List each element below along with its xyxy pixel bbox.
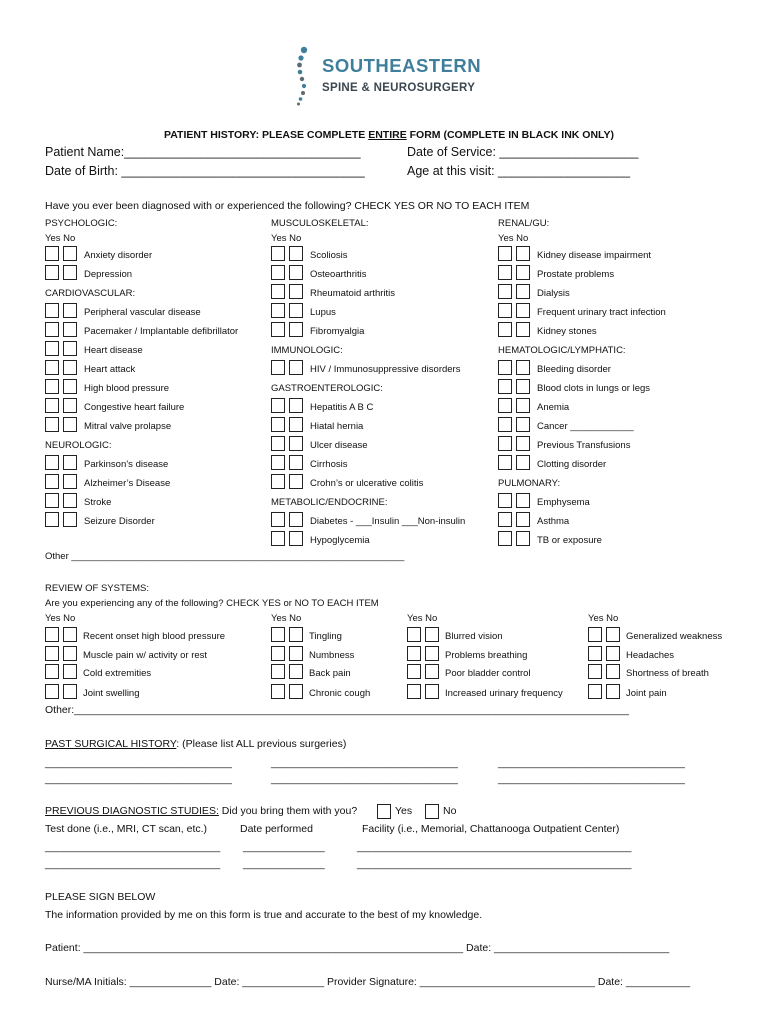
- ros-other-field[interactable]: Other:_______________________________________________________________________________________________: [45, 704, 629, 716]
- ros-symptom-label: Headaches: [626, 650, 675, 661]
- yes-checkbox[interactable]: [45, 512, 59, 527]
- yes-checkbox[interactable]: [498, 531, 512, 546]
- patient-signature-line[interactable]: Patient: _________________________________________________________________ Date: ______________________________: [45, 942, 670, 954]
- yes-checkbox[interactable]: [271, 246, 285, 261]
- condition-label: Cancer ____________: [537, 421, 634, 432]
- date-performed-header: Date performed: [240, 823, 313, 835]
- form-title-entire: ENTIRE: [368, 129, 407, 141]
- ros-symptom-label: Muscle pain w/ activity or rest: [83, 650, 208, 661]
- ros-yes-checkbox[interactable]: [271, 627, 285, 642]
- yes-no-header-0: Yes No: [45, 233, 76, 244]
- diagnostic-heading: [45, 805, 357, 817]
- no-checkbox[interactable]: [516, 436, 530, 451]
- form-title: [164, 129, 614, 141]
- ros-yes-checkbox[interactable]: [45, 646, 59, 661]
- no-checkbox[interactable]: [516, 303, 530, 318]
- ros-yes-no-header: Yes No: [588, 613, 619, 624]
- condition-label: Heart disease: [84, 345, 143, 356]
- diagnostic-entry-line[interactable]: ______________________________: [45, 858, 221, 870]
- diagnostic-question: Did you bring them with you?: [218, 805, 358, 817]
- no-checkbox[interactable]: [516, 360, 530, 375]
- yes-checkbox[interactable]: [498, 398, 512, 413]
- ros-no-checkbox[interactable]: [289, 684, 303, 699]
- section-heading-0: PSYCHOLOGIC:: [45, 218, 118, 229]
- yes-checkbox[interactable]: [45, 474, 59, 489]
- age-at-visit-field[interactable]: Age at this visit: ___________________: [407, 164, 631, 178]
- no-checkbox[interactable]: [516, 493, 530, 508]
- yes-checkbox[interactable]: [498, 265, 512, 280]
- diagnosis-question: Have you ever been diagnosed with or experienced the following? CHECK YES OR NO TO EACH ITEM: [45, 200, 530, 212]
- section-heading: PULMONARY:: [498, 478, 561, 489]
- yes-checkbox[interactable]: [498, 436, 512, 451]
- yes-checkbox[interactable]: [45, 303, 59, 318]
- no-checkbox[interactable]: [63, 417, 77, 432]
- condition-label: Bleeding disorder: [537, 364, 611, 375]
- ros-symptom-label: Joint pain: [626, 688, 667, 699]
- no-checkbox[interactable]: [516, 265, 530, 280]
- no-checkbox[interactable]: [63, 360, 77, 375]
- surgical-history-instructions: : (Please list ALL previous surgeries): [176, 738, 347, 750]
- ros-yes-checkbox[interactable]: [271, 684, 285, 699]
- ros-yes-no-header: Yes No: [407, 613, 438, 624]
- condition-label: Seizure Disorder: [84, 516, 155, 527]
- ros-symptom-label: Recent onset high blood pressure: [83, 631, 226, 642]
- no-checkbox[interactable]: [516, 417, 530, 432]
- diagnostic-entry-line[interactable]: _______________________________________________: [357, 841, 632, 853]
- ros-question: Are you experiencing any of the following? CHECK YES or NO TO EACH ITEM: [45, 598, 379, 609]
- yes-checkbox[interactable]: [271, 284, 285, 299]
- no-checkbox[interactable]: [516, 322, 530, 337]
- ros-no-checkbox[interactable]: [606, 646, 620, 661]
- ros-no-checkbox[interactable]: [63, 664, 77, 679]
- condition-label: Scoliosis: [310, 250, 348, 261]
- ros-yes-checkbox[interactable]: [588, 684, 602, 699]
- no-checkbox[interactable]: [516, 379, 530, 394]
- section-heading-1: MUSCULOSKELETAL:: [271, 218, 369, 229]
- condition-label: Depression: [84, 269, 133, 280]
- no-checkbox[interactable]: [289, 436, 303, 451]
- condition-label: Previous Transfusions: [537, 440, 631, 451]
- condition-label: Alzheimer’s Disease: [84, 478, 171, 489]
- ros-yes-no-header: Yes No: [271, 613, 302, 624]
- surgery-entry-line[interactable]: ________________________________: [45, 773, 232, 785]
- section-heading: METABOLIC/ENDOCRINE:: [271, 497, 388, 508]
- yes-checkbox[interactable]: [271, 322, 285, 337]
- ros-symptom-label: Tingling: [309, 631, 342, 642]
- yes-checkbox[interactable]: [271, 303, 285, 318]
- diagnostic-entry-line[interactable]: ______________: [243, 858, 325, 870]
- yes-checkbox[interactable]: [498, 246, 512, 261]
- ros-symptom-label: Increased urinary frequency: [445, 688, 563, 699]
- surgery-entry-line[interactable]: ________________________________: [45, 757, 232, 769]
- condition-label: Kidney stones: [537, 326, 597, 337]
- yes-checkbox[interactable]: [498, 322, 512, 337]
- form-title-post: FORM (COMPLETE IN BLACK INK ONLY): [406, 129, 614, 141]
- yes-checkbox[interactable]: [45, 246, 59, 261]
- ros-title: REVIEW OF SYSTEMS:: [45, 583, 149, 594]
- no-checkbox[interactable]: [63, 512, 77, 527]
- condition-label: Lupus: [310, 307, 336, 318]
- diagnostic-yes-checkbox[interactable]: [377, 804, 391, 819]
- surgical-history-title: PAST SURGICAL HISTORY: [45, 738, 177, 750]
- yes-checkbox[interactable]: [498, 455, 512, 470]
- yes-checkbox[interactable]: [498, 493, 512, 508]
- ros-symptom-label: Blurred vision: [445, 631, 503, 642]
- diagnostic-no-checkbox[interactable]: [425, 804, 439, 819]
- ros-symptom-label: Problems breathing: [445, 650, 528, 661]
- condition-label: TB or exposure: [537, 535, 602, 546]
- ros-yes-checkbox[interactable]: [407, 664, 421, 679]
- condition-label: Congestive heart failure: [84, 402, 185, 413]
- no-checkbox[interactable]: [289, 455, 303, 470]
- surgery-entry-line[interactable]: ________________________________: [271, 773, 458, 785]
- yes-checkbox[interactable]: [271, 455, 285, 470]
- yes-checkbox[interactable]: [271, 512, 285, 527]
- condition-label: Prostate problems: [537, 269, 615, 280]
- condition-label: Crohn’s or ulcerative colitis: [310, 478, 424, 489]
- no-checkbox[interactable]: [516, 246, 530, 261]
- no-checkbox[interactable]: [516, 398, 530, 413]
- condition-label: Pacemaker / Implantable defibrillator: [84, 326, 239, 337]
- ros-no-checkbox[interactable]: [425, 684, 439, 699]
- no-checkbox[interactable]: [289, 360, 303, 375]
- condition-label: Dialysis: [537, 288, 570, 299]
- ros-symptom-label: Generalized weakness: [626, 631, 723, 642]
- condition-label: Hepatitis A B C: [310, 402, 374, 413]
- ros-no-checkbox[interactable]: [289, 646, 303, 661]
- date-of-birth-field[interactable]: Date of Birth: ___________________________________: [45, 164, 365, 178]
- section-heading-2: RENAL/GU:: [498, 218, 550, 229]
- yes-checkbox[interactable]: [271, 417, 285, 432]
- ros-yes-checkbox[interactable]: [588, 627, 602, 642]
- no-checkbox[interactable]: [289, 512, 303, 527]
- condition-label: High blood pressure: [84, 383, 170, 394]
- ros-yes-no-header: Yes No: [45, 613, 76, 624]
- no-checkbox[interactable]: [63, 398, 77, 413]
- section-heading: CARDIOVASCULAR:: [45, 288, 136, 299]
- ros-no-checkbox[interactable]: [425, 646, 439, 661]
- no-checkbox[interactable]: [63, 379, 77, 394]
- diagnostic-no-label: No: [443, 805, 457, 817]
- condition-label: Hypoglycemia: [310, 535, 370, 546]
- ros-no-checkbox[interactable]: [425, 627, 439, 642]
- no-checkbox[interactable]: [516, 512, 530, 527]
- yes-checkbox[interactable]: [45, 360, 59, 375]
- no-checkbox[interactable]: [289, 398, 303, 413]
- ros-no-checkbox[interactable]: [63, 627, 77, 642]
- form-title-pre: PATIENT HISTORY: PLEASE COMPLETE: [164, 129, 369, 141]
- yes-checkbox[interactable]: [271, 265, 285, 280]
- condition-label: Parkinson’s disease: [84, 459, 169, 470]
- ros-yes-checkbox[interactable]: [271, 646, 285, 661]
- surgical-history-heading: [45, 738, 346, 750]
- no-checkbox[interactable]: [289, 531, 303, 546]
- yes-checkbox[interactable]: [498, 379, 512, 394]
- no-checkbox[interactable]: [289, 303, 303, 318]
- ros-yes-checkbox[interactable]: [45, 627, 59, 642]
- no-checkbox[interactable]: [63, 341, 77, 356]
- yes-checkbox[interactable]: [271, 398, 285, 413]
- no-checkbox[interactable]: [289, 322, 303, 337]
- no-checkbox[interactable]: [289, 474, 303, 489]
- condition-label: Rheumatoid arthritis: [310, 288, 396, 299]
- section-heading: GASTROENTEROLOGIC:: [271, 383, 383, 394]
- condition-label: Kidney disease impairment: [537, 250, 652, 261]
- yes-no-header-1: Yes No: [271, 233, 302, 244]
- yes-checkbox[interactable]: [498, 512, 512, 527]
- condition-label: Clotting disorder: [537, 459, 607, 470]
- test-done-header: Test done (i.e., MRI, CT scan, etc.): [45, 823, 208, 835]
- yes-checkbox[interactable]: [45, 417, 59, 432]
- condition-label: Cirrhosis: [310, 459, 348, 470]
- section-heading: IMMUNOLOGIC:: [271, 345, 343, 356]
- no-checkbox[interactable]: [63, 322, 77, 337]
- yes-checkbox[interactable]: [45, 493, 59, 508]
- ros-no-checkbox[interactable]: [63, 646, 77, 661]
- no-checkbox[interactable]: [63, 493, 77, 508]
- condition-label: Frequent urinary tract infection: [537, 307, 666, 318]
- ros-symptom-label: Back pain: [309, 668, 351, 679]
- condition-label: Ulcer disease: [310, 440, 368, 451]
- yes-checkbox[interactable]: [271, 474, 285, 489]
- ros-no-checkbox[interactable]: [606, 664, 620, 679]
- ros-yes-checkbox[interactable]: [407, 646, 421, 661]
- no-checkbox[interactable]: [63, 246, 77, 261]
- condition-label: Peripheral vascular disease: [84, 307, 201, 318]
- ros-symptom-label: Cold extremities: [83, 668, 152, 679]
- ros-yes-checkbox[interactable]: [407, 627, 421, 642]
- condition-label: Osteoarthritis: [310, 269, 367, 280]
- condition-label: HIV / Immunosuppressive disorders: [310, 364, 461, 375]
- ros-symptom-label: Poor bladder control: [445, 668, 531, 679]
- surgery-entry-line[interactable]: ________________________________: [498, 757, 685, 769]
- ros-no-checkbox[interactable]: [289, 627, 303, 642]
- ros-yes-checkbox[interactable]: [407, 684, 421, 699]
- condition-label: Asthma: [537, 516, 570, 527]
- section-heading: NEUROLOGIC:: [45, 440, 112, 451]
- no-checkbox[interactable]: [63, 265, 77, 280]
- yes-checkbox[interactable]: [498, 284, 512, 299]
- diagnostic-entry-line[interactable]: ______________________________: [45, 841, 221, 853]
- diagnostic-entry-line[interactable]: _______________________________________________: [357, 858, 632, 870]
- ros-yes-checkbox[interactable]: [45, 664, 59, 679]
- surgery-entry-line[interactable]: ________________________________: [271, 757, 458, 769]
- condition-label: Fibromyalgia: [310, 326, 365, 337]
- ros-no-checkbox[interactable]: [606, 684, 620, 699]
- ros-no-checkbox[interactable]: [425, 664, 439, 679]
- condition-label: Diabetes - ___Insulin ___Non-insulin: [310, 516, 466, 527]
- no-checkbox[interactable]: [63, 455, 77, 470]
- logo-subtitle: SPINE & NEUROSURGERY: [322, 82, 476, 94]
- no-checkbox[interactable]: [516, 455, 530, 470]
- condition-label: Blood clots in lungs or legs: [537, 383, 651, 394]
- condition-label: Anxiety disorder: [84, 250, 153, 261]
- ros-yes-checkbox[interactable]: [588, 646, 602, 661]
- diagnostic-yes-label: Yes: [395, 805, 413, 817]
- no-checkbox[interactable]: [289, 246, 303, 261]
- no-checkbox[interactable]: [289, 284, 303, 299]
- yes-checkbox[interactable]: [498, 360, 512, 375]
- ros-no-checkbox[interactable]: [606, 627, 620, 642]
- yes-checkbox[interactable]: [498, 303, 512, 318]
- ros-no-checkbox[interactable]: [63, 684, 77, 699]
- spine-logo-icon: [292, 44, 316, 108]
- ros-yes-checkbox[interactable]: [588, 664, 602, 679]
- condition-label: Emphysema: [537, 497, 590, 508]
- no-checkbox[interactable]: [516, 284, 530, 299]
- section-heading: HEMATOLOGIC/LYMPHATIC:: [498, 345, 626, 356]
- logo-name: SOUTHEASTERN: [322, 55, 482, 76]
- condition-label: Hiatal hernia: [310, 421, 364, 432]
- diagnostic-title: PREVIOUS DIAGNOSTIC STUDIES:: [45, 805, 219, 817]
- facility-header: Facility (i.e., Memorial, Chattanooga Outpatient Center): [362, 823, 620, 835]
- yes-checkbox[interactable]: [45, 265, 59, 280]
- condition-label: Mitral valve prolapse: [84, 421, 172, 432]
- patient-name-field[interactable]: Patient Name:__________________________________: [45, 145, 361, 159]
- diagnostic-entry-line[interactable]: ______________: [243, 841, 325, 853]
- nurse-provider-signature-line[interactable]: Nurse/MA Initials: ______________ Date: ______________ Provider Signature: ______________________________ Date: ___________: [45, 976, 691, 988]
- condition-label: Stroke: [84, 497, 112, 508]
- ros-no-checkbox[interactable]: [289, 664, 303, 679]
- no-checkbox[interactable]: [289, 417, 303, 432]
- no-checkbox[interactable]: [289, 265, 303, 280]
- yes-checkbox[interactable]: [45, 379, 59, 394]
- no-checkbox[interactable]: [63, 303, 77, 318]
- no-checkbox[interactable]: [516, 531, 530, 546]
- ros-symptom-label: Chronic cough: [309, 688, 371, 699]
- surgery-entry-line[interactable]: ________________________________: [498, 773, 685, 785]
- yes-checkbox[interactable]: [45, 455, 59, 470]
- ros-yes-checkbox[interactable]: [45, 684, 59, 699]
- no-checkbox[interactable]: [63, 474, 77, 489]
- yes-checkbox[interactable]: [271, 436, 285, 451]
- yes-checkbox[interactable]: [271, 531, 285, 546]
- ros-yes-checkbox[interactable]: [271, 664, 285, 679]
- yes-checkbox[interactable]: [45, 398, 59, 413]
- sign-title: PLEASE SIGN BELOW: [45, 891, 156, 903]
- yes-checkbox[interactable]: [45, 341, 59, 356]
- date-of-service-field[interactable]: Date of Service: ____________________: [407, 145, 639, 159]
- ros-symptom-label: Shortness of breath: [626, 668, 709, 679]
- yes-checkbox[interactable]: [271, 360, 285, 375]
- condition-label: Heart attack: [84, 364, 136, 375]
- condition-label: Anemia: [537, 402, 570, 413]
- sign-statement: The information provided by me on this form is true and accurate to the best of my knowledge.: [45, 909, 483, 921]
- yes-checkbox[interactable]: [45, 322, 59, 337]
- ros-symptom-label: Joint swelling: [83, 688, 140, 699]
- other-conditions-field[interactable]: Other _______________________________________________________________: [45, 551, 405, 562]
- yes-checkbox[interactable]: [498, 417, 512, 432]
- ros-symptom-label: Numbness: [309, 650, 355, 661]
- yes-no-header-2: Yes No: [498, 233, 529, 244]
